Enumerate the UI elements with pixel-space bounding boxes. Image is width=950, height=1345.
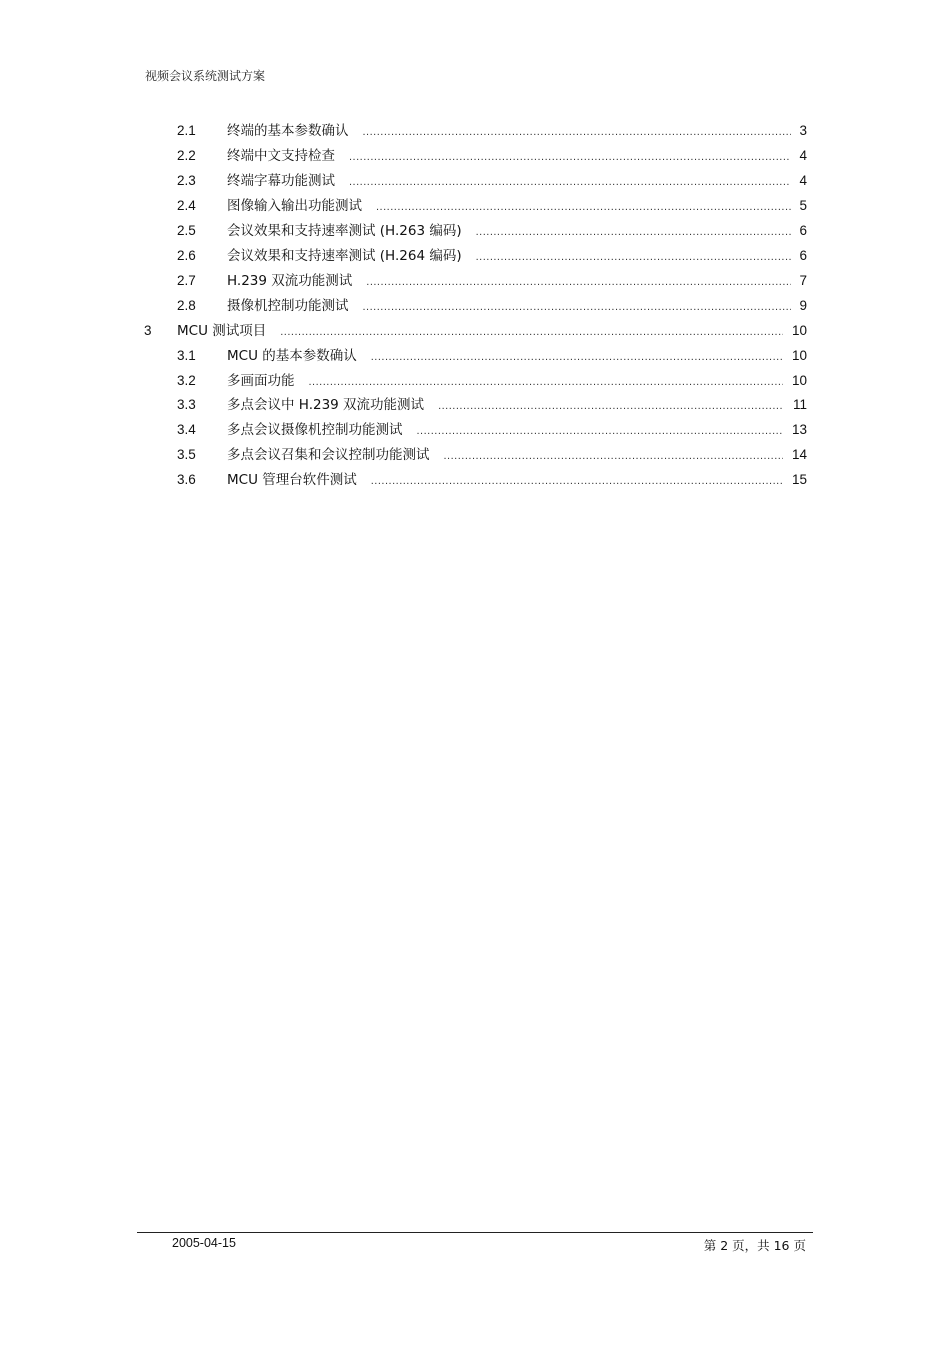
toc-entry-number: 2.3	[177, 172, 196, 188]
toc-entry[interactable]	[0, 121, 950, 141]
toc-entry[interactable]	[0, 445, 950, 465]
toc-entry[interactable]	[0, 271, 950, 291]
toc-entry[interactable]	[0, 395, 950, 415]
toc-entry-title: MCU 的基本参数确认	[227, 347, 357, 364]
toc-dot-leader	[417, 420, 784, 441]
toc-entry-number: 2.1	[177, 123, 196, 138]
toc-entry-title: 图像输入输出功能测试	[227, 197, 362, 214]
toc-entry[interactable]	[0, 196, 950, 216]
toc-entry-number: 3.4	[177, 422, 196, 438]
toc-entry-number: 3.3	[177, 397, 196, 413]
toc-entry-number: 2.7	[177, 272, 196, 288]
toc-entry-title: 摄像机控制功能测试	[227, 297, 349, 314]
toc-entry-title: 会议效果和支持速率测试 (H.264 编码)	[227, 247, 462, 264]
footer-page-number: 第 2 页，共 16 页	[703, 1238, 806, 1253]
toc-entry-title: 终端中文支持检查	[227, 147, 335, 164]
toc-entry-page: 10	[791, 347, 807, 363]
toc-entry-page: 4	[799, 172, 807, 188]
toc-dot-leader	[363, 121, 792, 142]
toc-entry-page: 7	[799, 272, 807, 288]
toc-entry[interactable]	[0, 470, 950, 490]
toc-entry[interactable]	[0, 321, 950, 341]
toc-entry[interactable]	[0, 221, 950, 241]
toc-dot-leader	[444, 445, 784, 466]
toc-entry-number: 2.5	[177, 222, 196, 238]
toc-entry-page: 4	[799, 147, 807, 163]
toc-entry-number: 2.2	[177, 147, 196, 163]
toc-entry-number: 2.4	[177, 197, 196, 213]
toc-dot-leader	[363, 296, 792, 317]
toc-entry-number: 2.8	[177, 297, 196, 313]
toc-dot-leader	[349, 171, 791, 192]
toc-dot-leader	[371, 470, 783, 491]
toc-entry[interactable]	[0, 420, 950, 440]
toc-dot-leader	[371, 346, 783, 367]
toc-entry[interactable]	[0, 371, 950, 391]
toc-entry-number: 3.6	[177, 472, 196, 488]
footer-divider	[137, 1232, 813, 1233]
toc-entry-title: 多点会议召集和会议控制功能测试	[227, 447, 430, 464]
toc-entry-title: 会议效果和支持速率测试 (H.263 编码)	[227, 222, 462, 239]
toc-entry-page: 10	[791, 372, 807, 388]
toc-entry[interactable]	[0, 296, 950, 316]
toc-entry[interactable]	[0, 146, 950, 166]
toc-entry[interactable]	[0, 346, 950, 366]
toc-dot-leader	[438, 395, 783, 416]
toc-entry-page: 14	[791, 447, 807, 463]
toc-dot-leader	[366, 271, 791, 292]
toc-entry[interactable]	[0, 171, 950, 191]
toc-entry-title: 多画面功能	[227, 372, 295, 389]
toc-dot-leader	[309, 371, 784, 392]
toc-dot-leader	[476, 221, 791, 242]
toc-entry-title: 多点会议摄像机控制功能测试	[227, 422, 403, 439]
toc-entry-number: 2.6	[177, 247, 196, 263]
toc-entry-number: 3.2	[177, 372, 196, 388]
toc-entry-number: 3.1	[177, 347, 196, 363]
toc-entry-page: 6	[799, 247, 807, 263]
toc-entry-title: H.239 双流功能测试	[227, 272, 353, 289]
document-header-title: 视频会议系统测试方案	[145, 69, 266, 83]
toc-entry-number: 3	[144, 322, 152, 338]
toc-dot-leader	[476, 246, 791, 267]
toc-dot-leader	[376, 196, 791, 217]
toc-dot-leader	[280, 321, 783, 342]
toc-entry-page: 10	[791, 322, 807, 338]
toc-entry-page: 9	[799, 297, 807, 313]
footer-date: 2005-04-15	[172, 1236, 236, 1250]
toc-entry-page: 11	[792, 397, 807, 413]
toc-entry-page: 6	[799, 222, 807, 238]
toc-entry-page: 13	[791, 422, 807, 438]
toc-dot-leader	[349, 146, 791, 167]
toc-entry-title: 多点会议中 H.239 双流功能测试	[227, 397, 425, 414]
toc-entry-title: MCU 管理台软件测试	[227, 472, 357, 489]
toc-entry-number: 3.5	[177, 447, 196, 463]
toc-entry-title: 终端字幕功能测试	[227, 172, 335, 189]
toc-entry-title: 终端的基本参数确认	[227, 123, 349, 139]
toc-entry[interactable]	[0, 246, 950, 266]
toc-entry-page: 15	[791, 472, 807, 488]
toc-entry-page: 5	[799, 197, 807, 213]
toc-entry-title: MCU 测试项目	[177, 322, 267, 339]
toc-entry-page: 3	[799, 123, 807, 138]
